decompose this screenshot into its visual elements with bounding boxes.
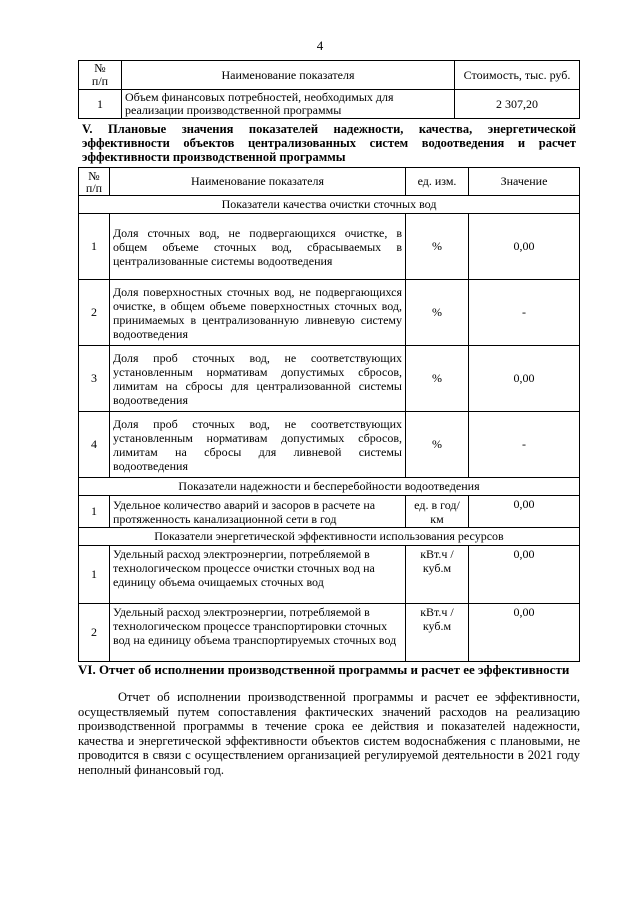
row-name: Доля проб сточных вод, не соответствующих установленным нормативам допустимых сбросов, лимитам на сбросы для ливневой системы водоотведения [110,412,406,478]
table-header-row [79,61,580,90]
group-header-quality [79,196,580,214]
group-header-reliability [79,478,580,496]
financial-needs-table [78,60,580,119]
page-number: 4 [316,38,324,53]
row-unit: % [406,280,469,346]
group-label: Показатели надежности и бесперебойности водоотведения [79,478,580,496]
section-6-paragraph: Отчет об исполнении производственной программы и расчет ее эффективности, осуществляемый путем сопоставления фактических значений расходов на реализацию производственной программы в течение срока ее действия и показателей надежности, качества и энергетической эффективности объектов систем водоснабжения с плановыми, не проводится в связи с осуществлением организацией регулируемой деятельности в 2021 году неполный финансовый год. [78,690,580,777]
row-value: 0,00 [469,214,580,280]
table-row [79,496,580,528]
row-name: Удельное количество аварий и засоров в расчете на протяженность канализационной сети в год [110,496,406,528]
row-name: Доля сточных вод, не подвергающихся очистке, в общем объеме сточных вод, сбрасываемых в централизованные системы водоотведения [110,214,406,280]
header-num: № п/п [79,168,110,196]
row-unit: % [406,346,469,412]
row-unit: кВт.ч / куб.м [406,546,469,604]
section-5-title: V. Плановые значения показателей надежности, качества, энергетической эффективности объектов централизованных систем водоотведения и расчет эффективности производственной программы [82,122,576,164]
row-name: Удельный расход электроэнергии, потребляемой в технологическом процессе транспортировки сточных вод на единицу объема транспортируемых сточных вод [110,604,406,662]
table-row [79,604,580,662]
section-6-title: VI. Отчет об исполнении производственной программы и расчет ее эффективности [78,662,570,677]
indicators-table [78,167,580,662]
row-value: 0,00 [469,346,580,412]
row-num: 2 [79,280,110,346]
group-label: Показатели энергетической эффективности использования ресурсов [79,528,580,546]
row-name: Доля проб сточных вод, не соответствующих установленным нормативам допустимых сбросов, лимитам на сбросы для централизованной системы водоотведения [110,346,406,412]
row-value: 0,00 [469,604,580,662]
header-num: № п/п [79,61,122,90]
group-header-energy [79,528,580,546]
header-name: Наименование показателя [122,61,455,90]
table-row [79,214,580,280]
row-num: 4 [79,412,110,478]
header-unit: ед. изм. [406,168,469,196]
row-unit: кВт.ч / куб.м [406,604,469,662]
table-row [79,280,580,346]
row-num: 2 [79,604,110,662]
row-num: 1 [79,546,110,604]
header-name: Наименование показателя [110,168,406,196]
table-row [79,90,580,119]
row-unit: % [406,412,469,478]
table-row [79,412,580,478]
row-num: 1 [79,90,122,119]
header-value: Значение [469,168,580,196]
header-cost: Стоимость, тыс. руб. [455,61,580,90]
row-value: 2 307,20 [455,90,580,119]
table-header-row [79,168,580,196]
row-value: 0,00 [469,496,580,528]
group-label: Показатели качества очистки сточных вод [79,196,580,214]
row-unit: % [406,214,469,280]
row-value: 0,00 [469,546,580,604]
row-value: - [469,280,580,346]
table-row [79,346,580,412]
row-num: 3 [79,346,110,412]
row-name: Объем финансовых потребностей, необходимых для реализации производственной программы [122,90,455,119]
row-num: 1 [79,214,110,280]
row-name: Удельный расход электроэнергии, потребляемой в технологическом процессе очистки сточных вод на единицу объема очищаемых сточных вод [110,546,406,604]
row-num: 1 [79,496,110,528]
table-row [79,546,580,604]
row-value: - [469,412,580,478]
row-name: Доля поверхностных сточных вод, не подвергающихся очистке, в общем объеме поверхностных сточных вод, принимаемых в централизованную ливневую систему водоотведения [110,280,406,346]
row-unit: ед. в год/ км [406,496,469,528]
